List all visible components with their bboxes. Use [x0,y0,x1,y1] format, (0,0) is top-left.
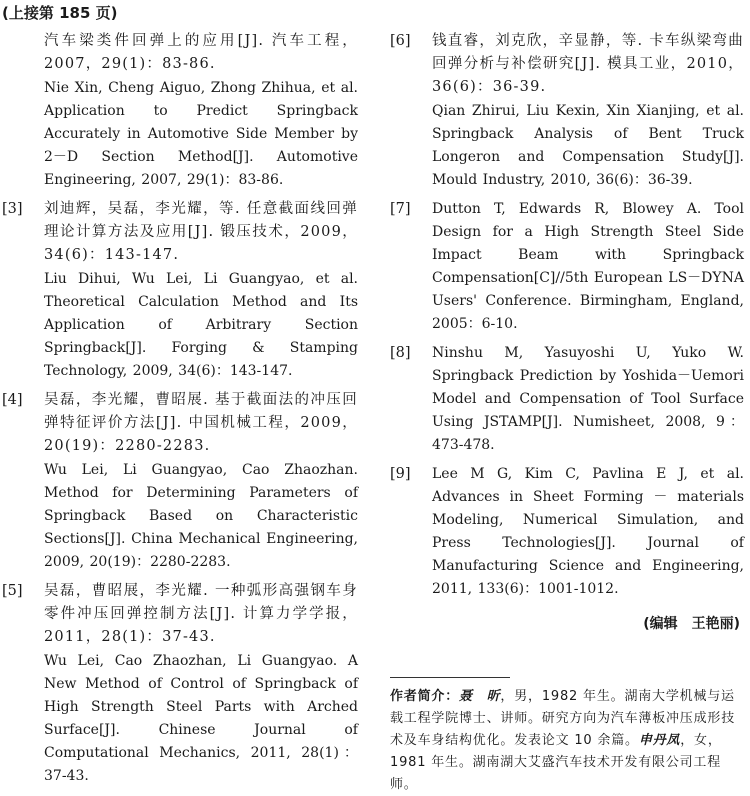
reference-number: [4] [2,392,23,408]
author-bio-2: ，女，1981 年生。湖南湖大艾盛汽车技术开发有限公司工程师。 [390,733,722,792]
reference-9 [388,463,744,601]
reference-en: Wu Lei, Cao Zhaozhan, Li Guangyao. A New Method of Control of Springback of High Strength Steel Parts with Arched Surface[J]. Chinese Journal of Computational Mechanics, 2011, 28(1)：37-43. [44,653,358,784]
author-name-2: 申丹凤 [638,733,681,748]
reference-zh: 钱直睿，刘克欣，辛显静，等. 卡车纵梁弯曲回弹分析与补偿研究[J]. 模具工业，2010，36(6)：36-39. [432,33,744,95]
reference-number: [9] [390,466,411,482]
reference-7 [388,198,744,336]
reference-number: [7] [390,201,411,217]
reference-3 [0,198,358,383]
author-name-1: 聂 昕 [459,689,501,704]
reference-en: Qian Zhirui, Liu Kexin, Xin Xianjing, et al. Springback Analysis of Bent Truck Longeron and Compensation Study[J]. Mould Industry, 2010, 36(6)：36-39. [432,103,744,188]
reference-zh: 汽车梁类件回弹上的应用[J]. 汽车工程，2007，29(1)：83-86. [44,33,358,72]
reference-en: Liu Dihui, Wu Lei, Li Guangyao, et al. Theoretical Calculation Method and Its Application of Arbitrary Section Springback[J]. Forging & Stamping Technology, 2009, 34(6)：143-147. [44,271,358,379]
reference-number: [8] [390,345,411,361]
reference-number: [3] [2,201,23,217]
reference-en: Nie Xin, Cheng Aiguo, Zhong Zhihua, et al. Application to Predict Springback Accurately in Automotive Side Member by 2－D Section Method[J]. Automotive Engineering, 2007, 29(1)：83-86. [44,80,358,188]
continuation-note: (上接第 185 页) [2,4,118,22]
author-bio-1: ，男，1982 年生。湖南大学机械与运载工程学院博士、讲师。研究方向为汽车薄板冲压成形技术及车身结构优化。发表论文 10 余篇。 [390,689,736,748]
footnote-divider [390,677,510,678]
reference-5 [0,580,358,788]
reference-en: Wu Lei, Li Guangyao, Cao Zhaozhan. Method for Determining Parameters of Springback Based on Characteristic Sections[J]. China Mechanical Engineering, 2009, 20(19)：2280-2283. [44,462,358,570]
reference-en: Lee M G, Kim C, Pavlina E J, et al. Advances in Sheet Forming － materials Modeling, Numerical Simulation, and Press Technologies[J]. Journal of Manufacturing Science and Engineering, 2011, 133(6)：1001-1012. [432,466,744,597]
author-note-label: 作者简介： [390,689,460,704]
reference-zh: 吴磊，曹昭展，李光耀. 一种弧形高强钢车身零件冲压回弹控制方法[J]. 计算力学学报，2011，28(1)：37-43. [44,583,358,645]
reference-en: Dutton T, Edwards R, Blowey A. Tool Design for a High Strength Steel Side Impact Beam with Springback Compensation[C]//5th European LS－DYNA Users' Conference. Birmingham, England, 2005：6-10. [432,201,744,332]
reference-2-continued [0,30,358,192]
right-column [388,30,744,796]
reference-zh: 吴磊，李光耀，曹昭展. 基于截面法的冲压回弹特征评价方法[J]. 中国机械工程，2009，20(19)：2280-2283. [44,392,358,454]
reference-zh: 刘迪辉，吴磊，李光耀，等. 任意截面线回弹理论计算方法及应用[J]. 锻压技术，2009，34(6)：143-147. [44,201,358,263]
author-note [388,686,744,796]
reference-6 [388,30,744,192]
reference-number: [6] [390,33,411,49]
editor-credit: (编辑 王艳丽) [643,616,740,632]
reference-8 [388,342,744,457]
reference-number: [5] [2,583,23,599]
reference-en: Ninshu M, Yasuyoshi U, Yuko W. Springback Prediction by Yoshida－Uemori Model and Compensation of Tool Surface Using JSTAMP[J]. Numisheet, 2008, 9：473-478. [432,345,744,453]
reference-4 [0,389,358,574]
left-column [0,30,358,794]
